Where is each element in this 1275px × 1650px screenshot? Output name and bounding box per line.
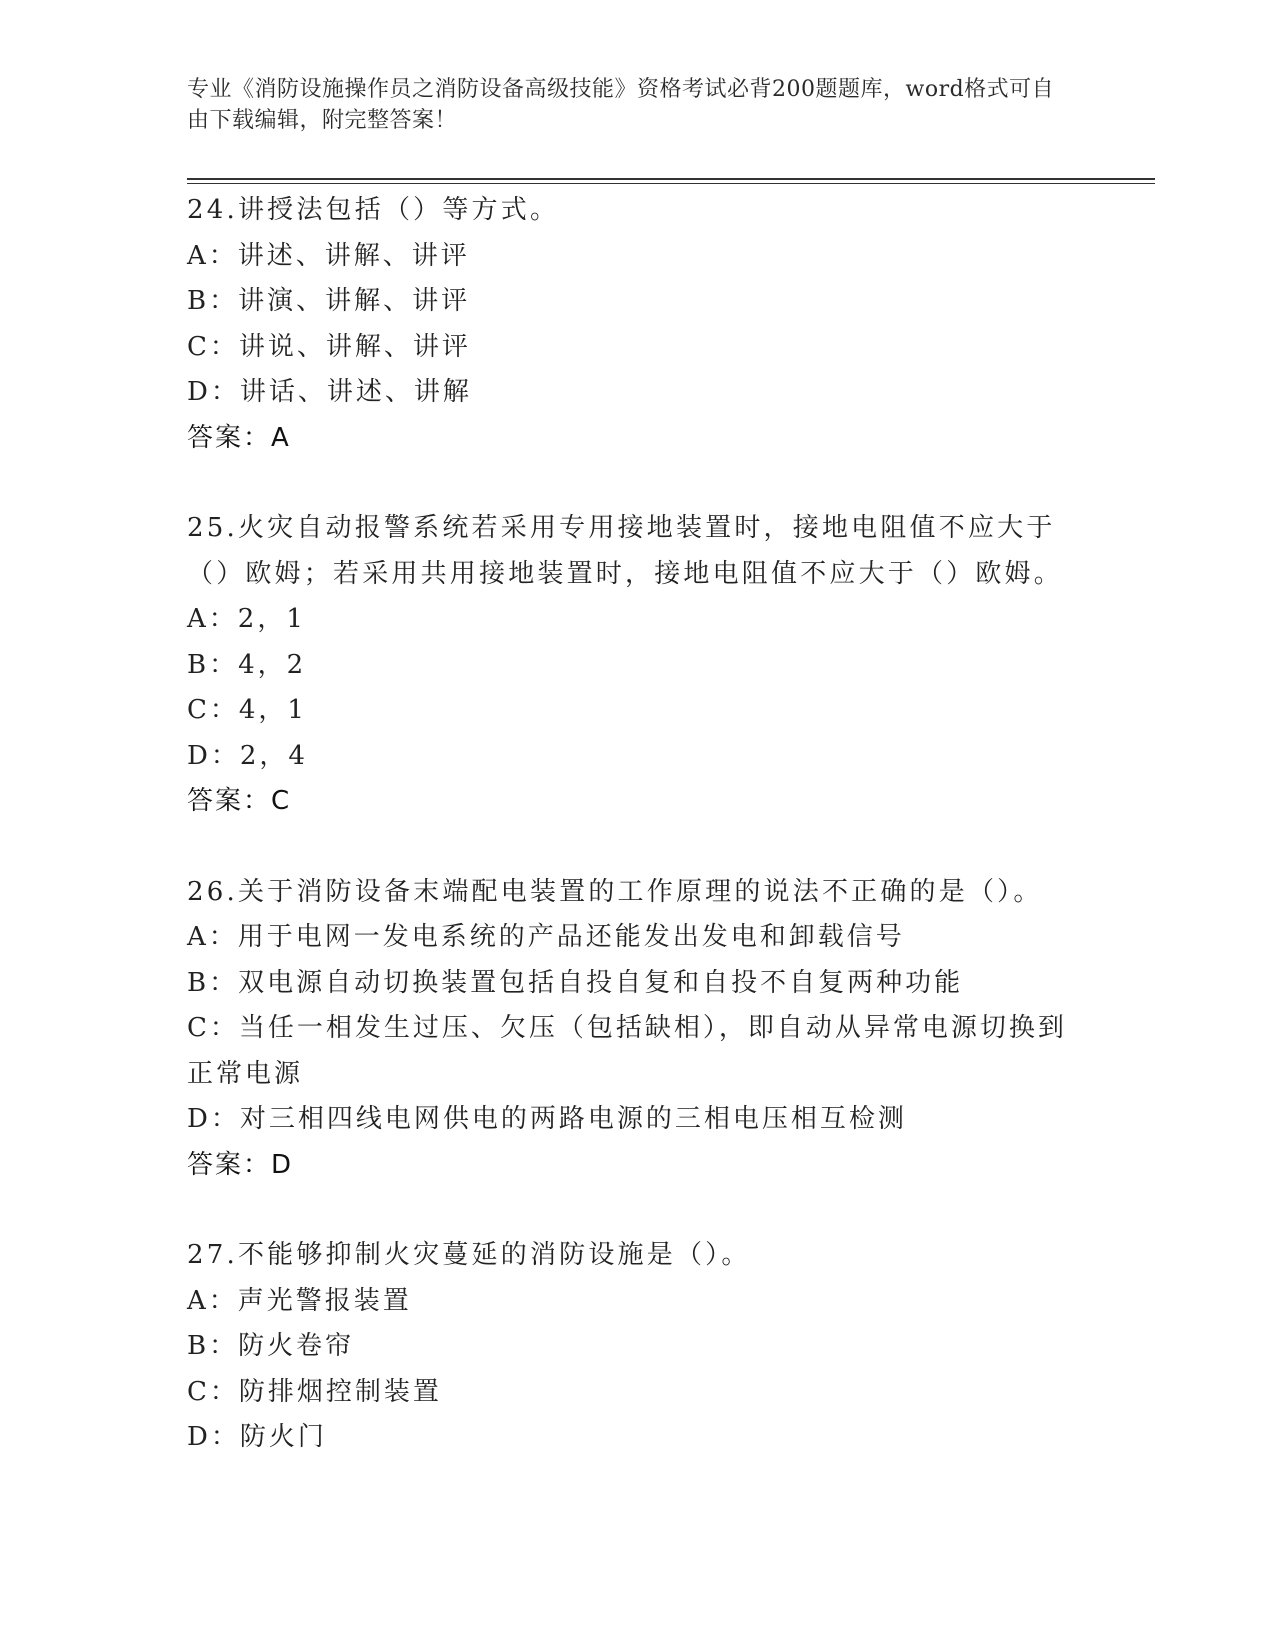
option-b: B：讲演、讲解、讲评	[187, 286, 471, 316]
option-d: D：对三相四线电网供电的两路电源的三相电压相互检测	[187, 1104, 907, 1134]
question-list	[187, 188, 1087, 1506]
option-c: C：防排烟控制装置	[187, 1376, 442, 1407]
header-divider-thin	[187, 183, 1155, 184]
option-d: D：讲话、讲述、讲解	[187, 377, 472, 407]
question-24	[187, 188, 1087, 461]
option-d: D：防火门	[187, 1422, 327, 1452]
answer-line: 答案：C	[187, 786, 292, 816]
option-c: C：4，1	[187, 695, 307, 725]
option-a: A：2，1	[187, 604, 306, 634]
document-header: 专业《消防设施操作员之消防设备高级技能》资格考试必背200题题库，word格式可自由下载编辑，附完整答案！	[187, 77, 1055, 133]
option-d: D：2，4	[187, 740, 308, 771]
header-divider-thick	[187, 178, 1155, 180]
question-stem: 24.讲授法包括（）等方式。	[187, 195, 560, 225]
question-26	[187, 870, 1087, 1189]
answer-line: 答案：A	[187, 422, 291, 453]
option-b: B：4，2	[187, 649, 307, 680]
option-a: A：讲述、讲解、讲评	[187, 240, 470, 271]
option-c: C：当任一相发生过压、欠压（包括缺相），即自动从异常电源切换到正常电源	[187, 1013, 1067, 1089]
question-stem: 27.不能够抑制火灾蔓延的消防设施是（）。	[187, 1240, 751, 1270]
question-25	[187, 506, 1087, 825]
option-a: A：声光警报装置	[187, 1285, 412, 1316]
option-a: A：用于电网一发电系统的产品还能发出发电和卸载信号	[187, 922, 905, 952]
question-27	[187, 1233, 1087, 1461]
question-stem: 25.火灾自动报警系统若采用专用接地装置时，接地电阻值不应大于（）欧姆；若采用共用接地装置时，接地电阻值不应大于（）欧姆。	[187, 513, 1064, 589]
option-b: B：防火卷帘	[187, 1331, 355, 1361]
option-b: B：双电源自动切换装置包括自投自复和自投不自复两种功能	[187, 967, 964, 998]
option-c: C：讲说、讲解、讲评	[187, 331, 471, 362]
question-stem: 26.关于消防设备末端配电装置的工作原理的说法不正确的是（）。	[187, 876, 1043, 907]
answer-line: 答案：D	[187, 1149, 294, 1180]
